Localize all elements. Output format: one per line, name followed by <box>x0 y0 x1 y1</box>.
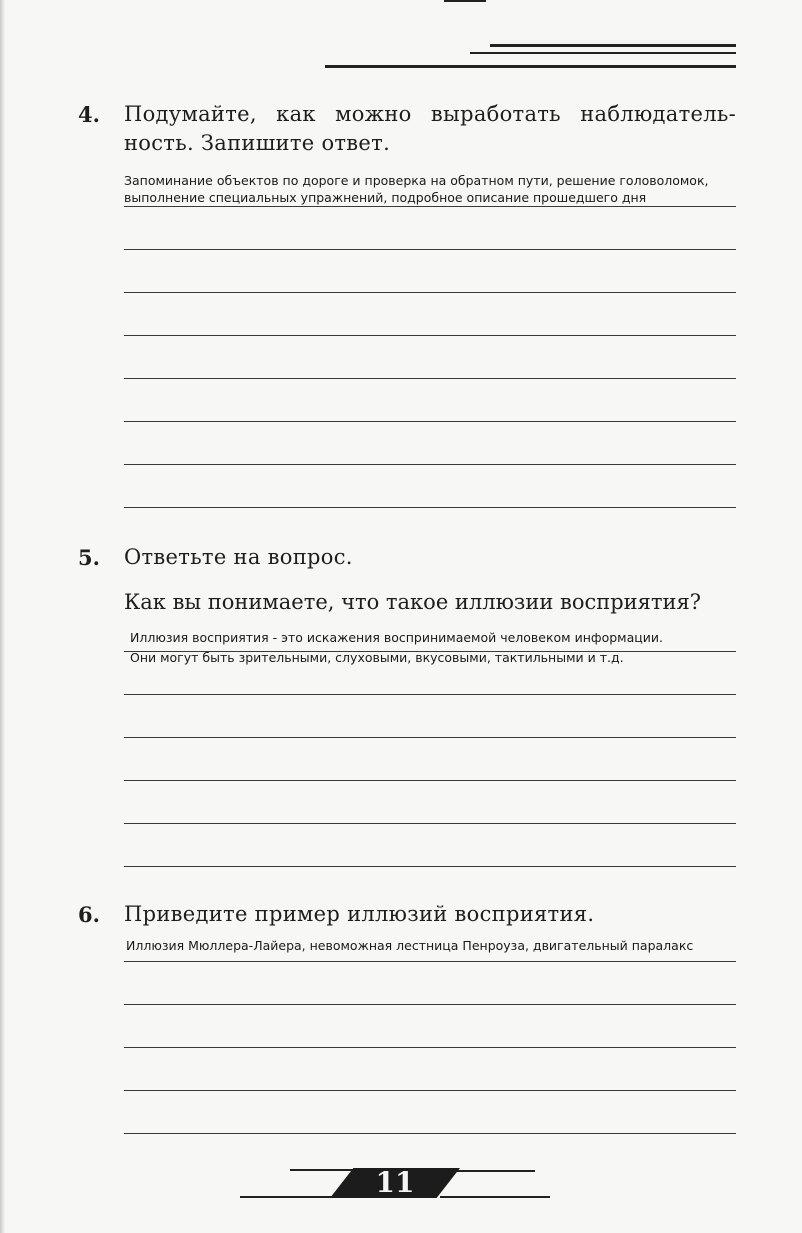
question-5-answer-line-2: Они могут быть зрительными, слуховыми, вкусовыми, тактильными и т.д. <box>130 650 624 665</box>
question-5-text: Ответьте на вопрос. <box>124 545 353 569</box>
question-4-answer-line-2: выполнение специальных упражнений, подробное описание прошедшего дня <box>124 190 647 205</box>
question-6-answer-line-1: Иллюзия Мюллера-Лайера, невоможная лестница Пенроуза, двигательный паралакс <box>126 938 694 953</box>
question-5-answer-line-1: Иллюзия восприятия - это искажения воспринимаемой человеком информации. <box>130 630 663 645</box>
scan-edge-shadow <box>0 0 5 1233</box>
question-6-text: Приведите пример иллюзий восприятия. <box>124 902 595 926</box>
page-number: 11 <box>375 1166 415 1199</box>
question-5-subquestion: Как вы понимаете, что такое иллюзии восприятия? <box>124 590 702 614</box>
question-5-number: 5. <box>78 545 100 570</box>
page-footer <box>240 1166 550 1206</box>
question-4-number: 4. <box>78 102 100 127</box>
question-6-number: 6. <box>78 902 100 927</box>
question-4-answer-line-1: Запоминание объектов по дороге и проверка на обратном пути, решение головоломок, <box>124 173 709 188</box>
question-4-text: Подумайте, как можно выработать наблюдатель-ность. Запишите ответ. <box>124 102 736 155</box>
